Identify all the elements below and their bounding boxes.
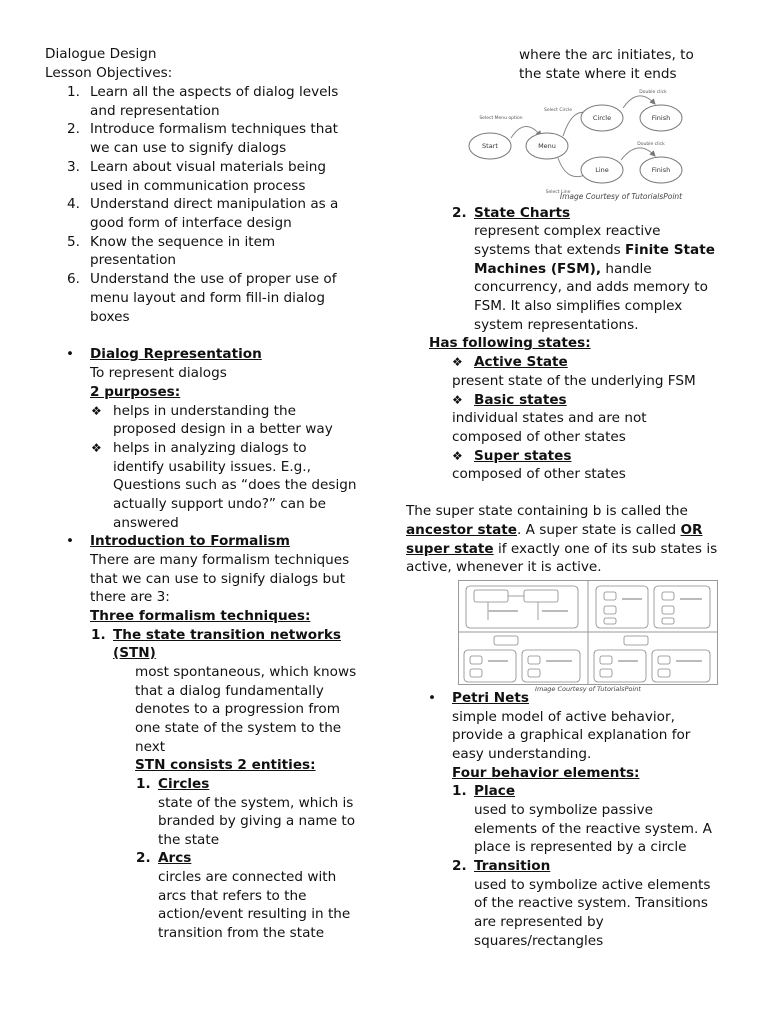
objective-text: Introduce formalism techniques that (90, 121, 338, 137)
state-title: Active State (474, 354, 568, 370)
objective-text: used in communication process (90, 178, 306, 194)
state-label: Finish (651, 114, 671, 122)
element-desc: used to symbolize active elements (474, 877, 711, 893)
purpose-text: proposed design in a better way (113, 421, 333, 437)
element-desc: used to symbolize passive (474, 802, 653, 818)
stn-title: The state transition networks (113, 627, 341, 643)
element-title: Transition (474, 858, 551, 874)
stn-diagram-svg (463, 86, 705, 202)
objective-number: 4. (67, 196, 80, 212)
purpose-text: answered (113, 515, 179, 531)
objective-text: presentation (90, 252, 177, 268)
state-charts-number: 2. (452, 205, 467, 221)
entity-desc: the state (158, 832, 220, 848)
petri-nets-desc: simple model of active behavior, (452, 709, 675, 725)
entity-desc: state of the system, which is (158, 795, 354, 811)
arc-line-finish (621, 148, 655, 160)
super-state-paragraph: ancestor state. A super state is called OR (406, 522, 703, 538)
entity-number: 1. (136, 776, 151, 792)
behavior-elements-heading: Four behavior elements: (452, 765, 640, 781)
state-charts-title: State Charts (474, 205, 571, 221)
entity-title: Circles (158, 776, 210, 792)
state-label: Menu (538, 142, 556, 150)
element-desc: elements of the reactive system. A (474, 821, 712, 837)
arc-label: Select Menu option (479, 116, 523, 121)
element-desc: squares/rectangles (474, 933, 604, 949)
entity-desc: branded by giving a name to (158, 813, 356, 829)
stn-desc: most spontaneous, which knows (135, 664, 357, 680)
objective-text: Understand direct manipulation as a (90, 196, 339, 212)
entity-number: 2. (136, 850, 151, 866)
objective-number: 6. (67, 271, 80, 287)
document-title: Dialogue Design (45, 46, 157, 62)
entity-desc: circles are connected with (158, 869, 337, 885)
figure-caption: Image Courtesy of TutorialsPoint (559, 192, 683, 201)
purpose-text: actually support undo?” can be (113, 496, 326, 512)
objective-text: Understand the use of proper use of (90, 271, 337, 287)
arc-desc-cont: the state where it ends (519, 66, 677, 82)
arc-label: Double click (639, 90, 667, 95)
super-state-paragraph: super state if exactly one of its sub states is (406, 541, 718, 557)
element-desc: place is represented by a circle (474, 839, 687, 855)
dialog-representation-heading: Dialog Representation (90, 346, 262, 362)
objective-text: good form of interface design (90, 215, 292, 231)
arc-desc-cont: where the arc initiates, to (519, 47, 694, 63)
bullet: • (66, 346, 75, 362)
state-label: Line (595, 166, 609, 174)
state-label: Finish (651, 166, 671, 174)
super-state-paragraph: active, whenever it is active. (406, 559, 602, 575)
formalism-heading: Introduction to Formalism (90, 533, 290, 549)
state-label: Circle (592, 114, 612, 122)
state-desc: present state of the underlying FSM (452, 373, 696, 389)
diamond-bullet-icon: ❖ (91, 404, 102, 418)
arc-label: Select Line (545, 190, 571, 195)
formalism-desc: There are many formalism techniques (90, 552, 350, 568)
entity-desc: action/event resulting in the (158, 906, 351, 922)
stn-number: 1. (91, 627, 106, 643)
state-title: Basic states (474, 392, 567, 408)
state-desc: individual states and are not (452, 410, 647, 426)
stn-diagram (463, 86, 705, 202)
dialog-representation-desc: To represent dialogs (90, 365, 227, 381)
entity-desc: transition from the state (158, 925, 325, 941)
objective-text: boxes (90, 309, 130, 325)
objective-number: 5. (67, 234, 80, 250)
objective-number: 3. (67, 159, 80, 175)
statechart-diagram (458, 580, 718, 694)
petri-nets-heading: Petri Nets (452, 690, 529, 706)
formalism-desc: that we can use to signify dialogs but (90, 571, 346, 587)
purpose-text: Questions such as “does the design (113, 477, 357, 493)
entity-desc: arcs that refers to the (158, 888, 307, 904)
purpose-text: helps in understanding the (113, 403, 296, 419)
stn-title: (STN) (113, 645, 156, 661)
stn-desc: next (135, 739, 166, 755)
purposes-heading: 2 purposes: (90, 384, 181, 400)
element-number: 2. (452, 858, 467, 874)
stn-desc: that a dialog fundamentally (135, 683, 324, 699)
formalism-desc: there are 3: (90, 589, 170, 605)
state-charts-desc: FSM. It also simplifies complex (474, 298, 683, 314)
state-charts-desc: system representations. (474, 317, 639, 333)
entities-heading: STN consists 2 entities: (135, 757, 316, 773)
state-label: Start (482, 142, 498, 150)
element-title: Place (474, 783, 516, 799)
techniques-heading: Three formalism techniques: (90, 608, 311, 624)
state-desc: composed of other states (452, 466, 626, 482)
state-charts-desc: systems that extends Finite State (474, 242, 715, 258)
bullet: • (428, 690, 437, 706)
objective-text: menu layout and form fill-in dialog (90, 290, 325, 306)
objective-text: Know the sequence in item (90, 234, 276, 250)
objective-text: Learn all the aspects of dialog levels (90, 84, 339, 100)
arc-label: Double click (637, 142, 665, 147)
state-charts-desc: represent complex reactive (474, 223, 661, 239)
diamond-bullet-icon: ❖ (452, 449, 463, 463)
stn-desc: denotes to a progression from (135, 701, 340, 717)
stn-desc: one state of the system to the (135, 720, 342, 736)
super-state-paragraph: The super state containing b is called the (406, 503, 688, 519)
element-number: 1. (452, 783, 467, 799)
arc-label: Select Circle (544, 108, 572, 113)
objective-number: 1. (67, 84, 80, 100)
figure-caption: Image Courtesy of TutorialsPoint (535, 685, 641, 693)
objective-text: Learn about visual materials being (90, 159, 326, 175)
element-desc: of the reactive system. Transitions (474, 895, 708, 911)
states-heading: Has following states: (429, 335, 591, 351)
objective-number: 2. (67, 121, 80, 137)
objective-text: and representation (90, 103, 220, 119)
arc-circle-finish (623, 96, 655, 108)
objectives-heading: Lesson Objectives: (45, 65, 173, 81)
state-charts-desc: Machines (FSM), handle (474, 261, 652, 277)
state-title: Super states (474, 448, 572, 464)
element-desc: are represented by (474, 914, 604, 930)
objective-text: we can use to signify dialogs (90, 140, 287, 156)
diamond-bullet-icon: ❖ (452, 355, 463, 369)
diamond-bullet-icon: ❖ (91, 441, 102, 455)
statechart-diagram-svg (458, 580, 718, 694)
diamond-bullet-icon: ❖ (452, 393, 463, 407)
state-desc: composed of other states (452, 429, 626, 445)
petri-nets-desc: easy understanding. (452, 746, 592, 762)
state-charts-desc: concurrency, and adds memory to (474, 279, 708, 295)
bullet: • (66, 533, 75, 549)
purpose-text: helps in analyzing dialogs to (113, 440, 307, 456)
entity-title: Arcs (158, 850, 192, 866)
purpose-text: identify usability issues. E.g., (113, 459, 311, 475)
petri-nets-desc: provide a graphical explanation for (452, 727, 691, 743)
